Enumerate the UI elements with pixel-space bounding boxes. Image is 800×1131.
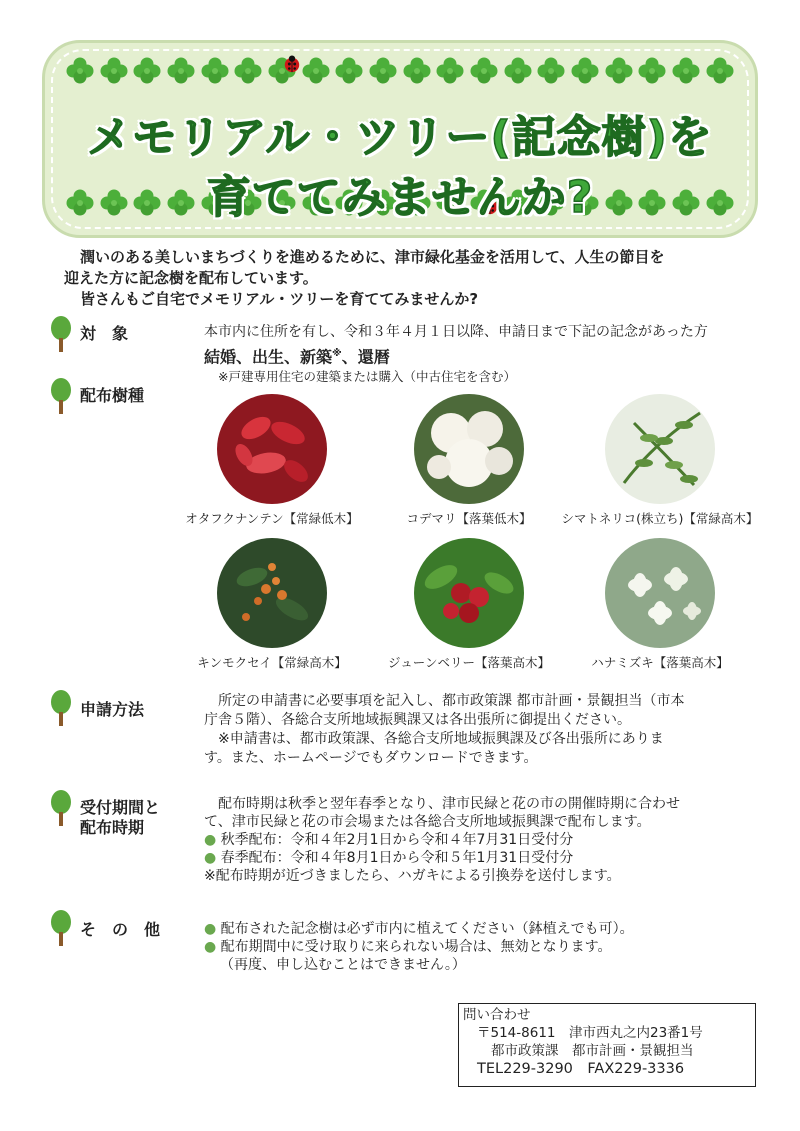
plant-name: コデマリ【落葉低木】: [406, 511, 532, 526]
bullet-icon: ●: [204, 939, 217, 955]
apply-line: 所定の申請書に必要事項を記入し、都市政策課 都市計画・景観担当（市本: [218, 693, 685, 709]
target-events-tail: 、還暦: [341, 347, 390, 367]
target-events: [204, 345, 390, 366]
plant-photo: [413, 537, 525, 649]
clover-icon: [536, 56, 566, 90]
other-item: [204, 938, 634, 956]
section-label-apply: 申請方法: [80, 700, 145, 719]
intro-line: 迎えた方に記念樹を配布しています。: [64, 269, 318, 287]
plant-photo: [216, 537, 328, 649]
apply-line: す。また、ホームページでもダウンロードできます。: [204, 750, 538, 766]
clover-icon: [368, 56, 398, 90]
tree-icon: [50, 690, 72, 726]
section-label-period-line2: 配布時期: [80, 818, 145, 837]
plant-card-shimatoneriko: [560, 393, 760, 527]
plant-photo: [604, 537, 716, 649]
section-apply: [50, 690, 144, 726]
section-other: [50, 910, 160, 946]
section-period: [50, 790, 160, 838]
target-text: 本市内に住所を有し、令和３年４月１日以降、申請日まで下記の記念があった方: [204, 324, 708, 340]
period-line: て、津市民緑と花の市会場または各総合支所地域振興課で配布します。: [204, 814, 651, 830]
page-title-line2: 育ててみませんか?: [206, 172, 594, 223]
plant-name: オタフクナンテン【常緑低木】: [185, 511, 359, 526]
other-item: [204, 920, 634, 938]
plant-name: ジューンベリー【落葉高木】: [387, 655, 550, 670]
period-note: ※配布時期が近づきましたら、ハガキによる引換券を送付します。: [204, 868, 621, 884]
bullet-icon: ●: [204, 850, 217, 866]
clover-row-top: [65, 53, 735, 93]
contact-address: 〒514-8611 津市西丸之内23番1号: [477, 1025, 703, 1041]
clover-icon: [503, 56, 533, 90]
section-label-period: [80, 798, 160, 838]
section-label-species: 配布樹種: [80, 386, 145, 405]
plant-card-juneberry: [369, 537, 569, 671]
section-label-period-line1: 受付期間と: [80, 798, 161, 817]
clover-icon: [65, 56, 95, 90]
clover-icon: [402, 56, 432, 90]
period-autumn-text: 秋季配布：令和４年2月1日から令和４年7月31日受付分: [220, 832, 574, 848]
section-target: [50, 316, 128, 352]
bullet-icon: ●: [204, 921, 217, 937]
clover-icon: [604, 56, 634, 90]
plant-photo: [413, 393, 525, 505]
other-item-text: 配布された記念樹は必ず市内に植えてください（鉢植えでも可）。: [220, 921, 634, 937]
plant-name: シマトネリコ(株立ち)【常緑高木】: [561, 511, 759, 526]
other-item-note: （再度、申し込むことはできません。）: [220, 957, 466, 973]
plant-photo: [604, 393, 716, 505]
footnote-mark: ※: [332, 348, 342, 359]
plant-name: ハナミズキ【落葉高木】: [591, 655, 729, 670]
period-spring-text: 春季配布：令和４年8月1日から令和５年1月31日受付分: [220, 850, 574, 866]
plant-name: キンモクセイ【常緑高木】: [197, 655, 347, 670]
plant-card-kodemari: [369, 393, 569, 527]
intro-line: 皆さんもご自宅でメモリアル・ツリーを育ててみませんか?: [80, 290, 479, 308]
clover-icon: [671, 56, 701, 90]
section-label-target: 対 象: [80, 324, 129, 343]
period-line: 配布時期は秋季と翌年春季となり、津市民緑と花の市の開催時期に合わせ: [218, 796, 680, 812]
intro-line: 潤いのある美しいまちづくりを進めるために、津市緑化基金を活用して、人生の節目を: [80, 248, 665, 266]
apply-text: [204, 692, 684, 768]
intro-text: [64, 247, 760, 310]
clover-icon: [200, 56, 230, 90]
clover-icon: [99, 56, 129, 90]
section-label-other: そ の 他: [80, 920, 161, 939]
other-item-text: 配布期間中に受け取りに来られない場合は、無効となります。: [220, 939, 612, 955]
bullet-icon: ●: [204, 832, 217, 848]
clover-icon: [233, 56, 263, 90]
contact-dept: 都市政策課 都市計画・景観担当: [491, 1043, 694, 1059]
tree-icon: [50, 316, 72, 352]
apply-line: 庁舎５階）、各総合支所地域振興課又は各出張所に御提出ください。: [204, 712, 631, 728]
plant-card-kinmokusei: [172, 537, 372, 671]
tree-icon: [50, 910, 72, 946]
clover-icon: [166, 56, 196, 90]
title-banner: [42, 40, 758, 238]
tree-icon: [50, 378, 72, 414]
plant-card-otafukunanten: [172, 393, 372, 527]
tree-icon: [50, 790, 72, 826]
section-species: [50, 378, 144, 414]
other-text: [204, 920, 634, 974]
contact-title: 問い合わせ: [463, 1007, 531, 1023]
period-autumn: [204, 831, 680, 849]
target-note: ※戸建専用住宅の建築または購入（中古住宅を含む）: [218, 369, 516, 384]
clover-icon: [469, 56, 499, 90]
clover-icon: [435, 56, 465, 90]
clover-icon: [132, 56, 162, 90]
ladybug-icon: [283, 55, 301, 73]
period-spring: [204, 849, 680, 867]
contact-box: [458, 1003, 756, 1087]
clover-icon: [570, 56, 600, 90]
plant-card-hanamizuki: [560, 537, 760, 671]
clover-icon: [301, 56, 331, 90]
clover-icon: [705, 56, 735, 90]
clover-icon: [637, 56, 667, 90]
contact-phone: TEL229-3290 FAX229-3336: [477, 1061, 685, 1077]
apply-line: ※申請書は、都市政策課、各総合支所地域振興課及び各出張所にありま: [218, 731, 664, 747]
period-text: [204, 795, 680, 885]
plant-photo: [216, 393, 328, 505]
target-events-main: 結婚、出生、新築: [204, 347, 333, 367]
clover-icon: [334, 56, 364, 90]
page-title-line1: メモリアル・ツリー(記念樹)を: [87, 112, 713, 163]
